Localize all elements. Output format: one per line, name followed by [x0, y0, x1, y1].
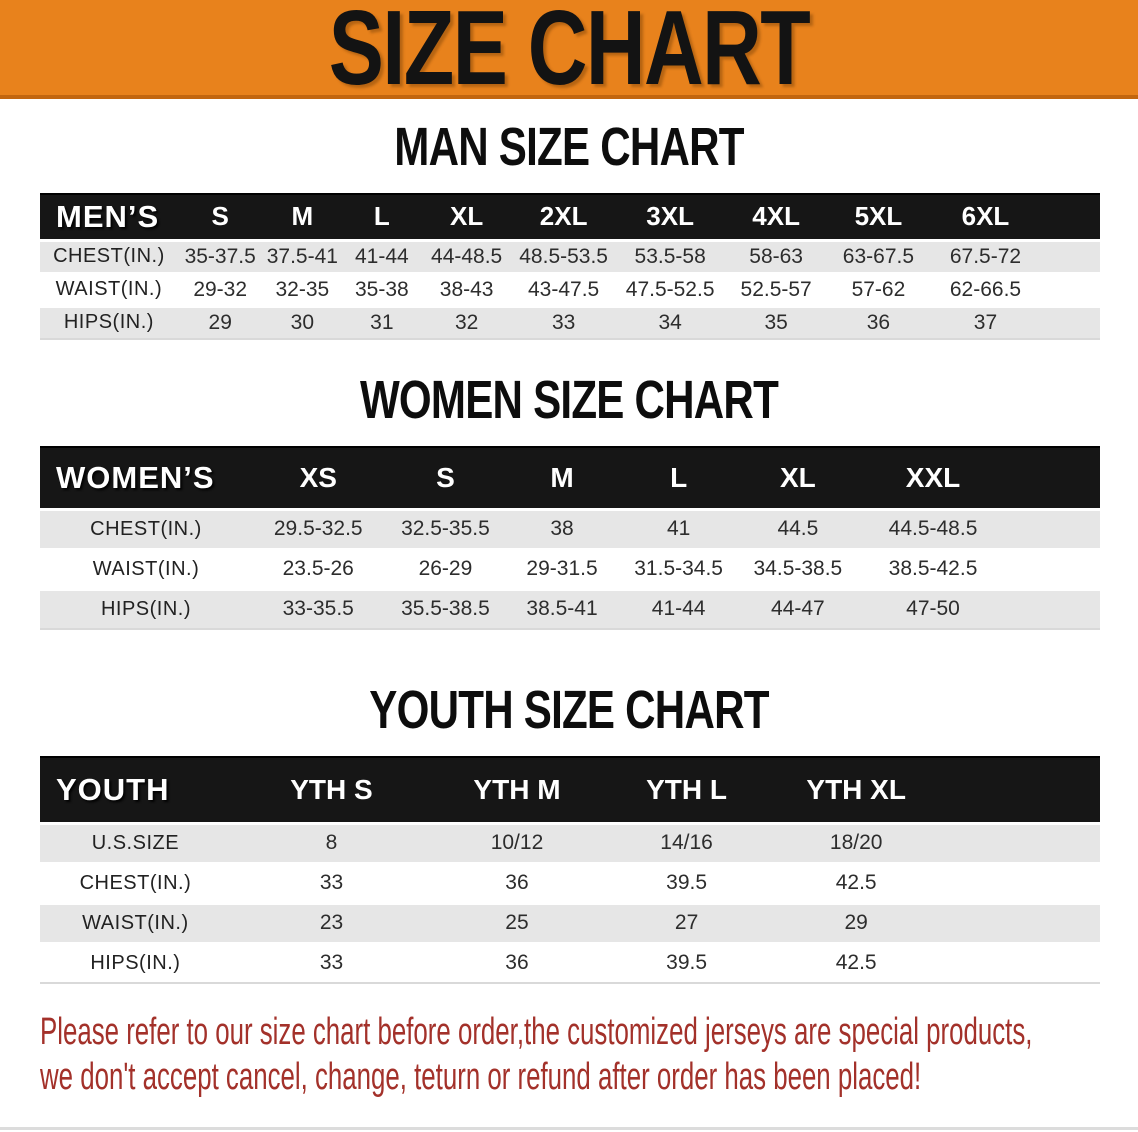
mens-group-label: MEN’S [40, 194, 178, 240]
size-value-cell: 47-50 [906, 597, 960, 621]
spacer-cell [1010, 589, 1100, 629]
spacer-cell [1042, 306, 1100, 339]
table-row [40, 273, 1100, 306]
spacer-cell [941, 903, 1100, 943]
size-value-cell: 31.5-34.5 [634, 557, 723, 580]
mens-size-column-header: 4XL [725, 194, 828, 240]
youth-size-column-header: YTH M [432, 757, 602, 823]
table-row [40, 509, 1100, 549]
womens-size-column-header: S [385, 447, 507, 509]
size-value-cell: 35-38 [354, 277, 409, 301]
mens-size-column-header: S [178, 194, 263, 240]
size-value-cell: 8 [325, 831, 338, 854]
size-value-cell: 37 [973, 310, 998, 334]
row-label: HIPS(IN.) [63, 311, 154, 334]
youth-size-column-header: YTH L [602, 757, 772, 823]
man-size-chart-heading: MAN SIZE CHART [394, 117, 744, 177]
size-value-cell: 29.5-32.5 [273, 517, 363, 540]
size-value-cell: 44.5 [777, 517, 819, 540]
youth-size-column-header: YTH S [231, 757, 432, 823]
youth-size-column-header: YTH XL [771, 757, 941, 823]
size-value-cell: 23.5-26 [282, 557, 354, 580]
size-value-cell: 44-48.5 [431, 244, 503, 268]
spacer-cell [941, 823, 1100, 863]
spacer-cell [941, 863, 1100, 903]
spacer-cell [941, 943, 1100, 983]
bottom-divider [0, 1127, 1138, 1130]
table-row [40, 589, 1100, 629]
table-row [40, 943, 1100, 983]
size-value-cell: 58-63 [749, 244, 803, 268]
womens-header-row [40, 447, 1100, 509]
spacer-cell [1010, 447, 1100, 509]
size-value-cell: 35 [764, 310, 788, 334]
row-label: HIPS(IN.) [100, 597, 192, 620]
table-row [40, 823, 1100, 863]
size-value-cell: 36 [866, 310, 891, 334]
size-value-cell: 34.5-38.5 [753, 557, 843, 580]
size-value-cell: 32 [454, 310, 479, 334]
table-row [40, 903, 1100, 943]
size-value-cell: 42.5 [835, 951, 877, 975]
womens-size-table [40, 446, 1100, 630]
mens-size-column-header: 3XL [616, 194, 725, 240]
youth-size-chart-heading: YOUTH SIZE CHART [369, 680, 769, 740]
size-value-cell: 44-47 [771, 597, 825, 621]
size-value-cell: 36 [505, 951, 529, 975]
spacer-cell [941, 757, 1100, 823]
spacer-cell [1042, 240, 1100, 273]
size-value-cell: 14/16 [660, 831, 713, 854]
size-value-cell: 67.5-72 [949, 244, 1022, 268]
row-label: WAIST(IN.) [82, 911, 189, 934]
disclaimer-line-1: Please refer to our size chart before order,the customized jerseys are special products, [40, 1011, 1033, 1053]
spacer-cell [1042, 194, 1100, 240]
size-value-cell: 33 [551, 310, 576, 334]
size-value-cell: 43-47.5 [528, 277, 600, 301]
size-value-cell: 27 [674, 911, 699, 934]
size-value-cell: 25 [505, 911, 529, 934]
womens-size-column-header: XS [252, 447, 385, 509]
size-value-cell: 57-62 [851, 277, 906, 301]
youth-group-label: YOUTH [40, 757, 231, 823]
size-value-cell: 38 [550, 517, 574, 540]
size-value-cell: 10/12 [490, 831, 544, 854]
size-value-cell: 23 [319, 911, 344, 934]
size-value-cell: 47.5-52.5 [625, 277, 715, 301]
mens-size-column-header: XL [422, 194, 512, 240]
disclaimer-line-2: we don't accept cancel, change, teturn or refund after order has been placed! [40, 1056, 922, 1098]
size-value-cell: 53.5-58 [634, 244, 706, 268]
size-value-cell: 41-44 [354, 244, 409, 268]
mens-size-column-header: 5XL [828, 194, 930, 240]
size-value-cell: 32-35 [275, 277, 330, 301]
row-label: CHEST(IN.) [79, 871, 192, 894]
youth-size-table [40, 756, 1100, 984]
size-value-cell: 33-35.5 [282, 597, 354, 621]
size-value-cell: 42.5 [835, 871, 877, 894]
womens-size-column-header: L [618, 447, 740, 509]
size-value-cell: 33 [319, 951, 344, 975]
size-value-cell: 63-67.5 [842, 244, 915, 268]
size-value-cell: 38.5-41 [526, 597, 598, 621]
size-chart-banner-title: SIZE CHART [328, 0, 810, 107]
size-value-cell: 30 [290, 310, 315, 334]
mens-size-column-header: 6XL [929, 194, 1041, 240]
size-value-cell: 35-37.5 [184, 244, 256, 268]
row-label: WAIST(IN.) [55, 278, 163, 300]
mens-size-column-header: 2XL [512, 194, 616, 240]
size-value-cell: 29 [844, 911, 868, 934]
size-value-cell: 41 [666, 517, 691, 540]
size-chart-banner [0, 0, 1138, 107]
size-value-cell: 48.5-53.5 [519, 244, 608, 268]
table-row [40, 240, 1100, 273]
size-value-cell: 34 [658, 310, 682, 334]
size-value-cell: 33 [319, 871, 344, 894]
size-value-cell: 31 [370, 310, 394, 334]
women-size-chart-heading: WOMEN SIZE CHART [359, 370, 779, 430]
size-value-cell: 39.5 [666, 871, 708, 894]
size-value-cell: 44.5-48.5 [888, 517, 978, 540]
womens-size-column-header: XL [740, 447, 857, 509]
size-value-cell: 39.5 [666, 951, 708, 975]
size-value-cell: 37.5-41 [266, 244, 338, 268]
size-value-cell: 52.5-57 [740, 277, 812, 301]
womens-size-column-header: M [506, 447, 617, 509]
row-label: HIPS(IN.) [90, 951, 181, 974]
row-label: CHEST(IN.) [53, 245, 165, 267]
size-value-cell: 29-32 [193, 277, 248, 301]
table-row [40, 306, 1100, 339]
row-label: CHEST(IN.) [90, 517, 202, 540]
row-label: U.S.SIZE [91, 831, 180, 854]
size-value-cell: 38-43 [439, 277, 494, 301]
table-row [40, 549, 1100, 589]
size-value-cell: 41-44 [651, 597, 706, 621]
mens-header-row [40, 194, 1100, 240]
size-value-cell: 29-31.5 [526, 557, 598, 580]
size-value-cell: 62-66.5 [949, 277, 1022, 301]
spacer-cell [1010, 549, 1100, 589]
size-value-cell: 38.5-42.5 [888, 557, 978, 580]
womens-group-label: WOMEN’S [40, 447, 252, 509]
womens-size-column-header: XXL [856, 447, 1010, 509]
spacer-cell [1010, 509, 1100, 549]
size-value-cell: 29 [208, 310, 232, 334]
size-value-cell: 18/20 [829, 831, 883, 854]
mens-size-column-header: L [342, 194, 422, 240]
mens-size-table [40, 193, 1100, 340]
spacer-cell [1042, 273, 1100, 306]
disclaimer-text [40, 1010, 1138, 1100]
row-label: WAIST(IN.) [92, 557, 200, 580]
size-value-cell: 36 [505, 871, 529, 894]
mens-size-column-header: M [263, 194, 343, 240]
size-value-cell: 26-29 [418, 557, 473, 580]
youth-header-row [40, 757, 1100, 823]
table-row [40, 863, 1100, 903]
size-value-cell: 35.5-38.5 [401, 597, 490, 621]
size-value-cell: 32.5-35.5 [401, 517, 490, 540]
